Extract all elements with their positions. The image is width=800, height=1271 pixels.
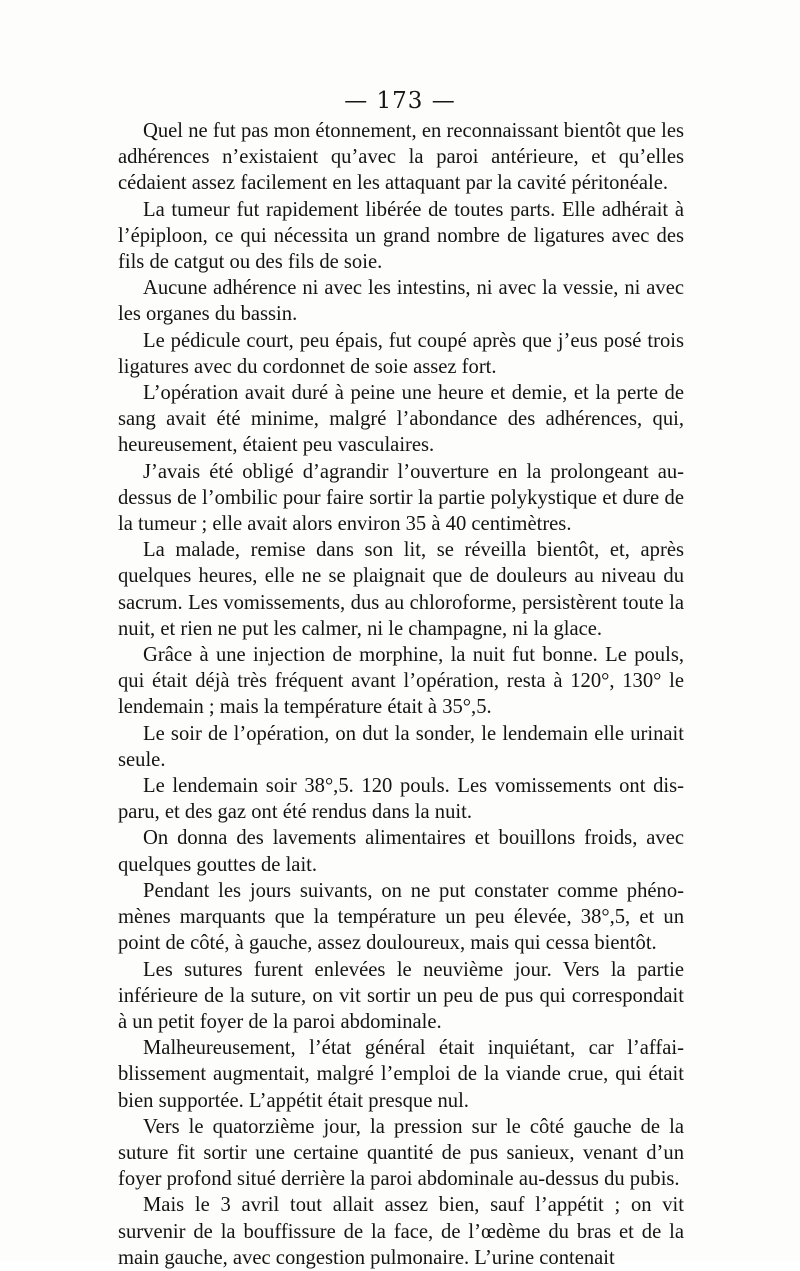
paragraph: La malade, remise dans son lit, se réveilla bientôt, et, après quelques heures, elle ne se plaignait que de douleurs au niveau du sacrum. Les vomissements, dus au chloroforme, persistèrent toute la nuit, et rien ne put les calmer, ni le champagne, ni la glace. (118, 539, 684, 640)
paragraph: On donna des lavements alimentaires et bouillons froids, avec quelques gouttes de lait. (118, 827, 684, 876)
paragraph: Le pédicule court, peu épais, fut coupé après que j’eus posé trois ligatures avec du cordonnet de soie assez fort. (118, 329, 684, 378)
paragraph: J’avais été obligé d’agrandir l’ouverture en la prolongeant au-dessus de l’ombilic pour faire sortir la partie polykystique et dure de la tumeur ; elle avait alors environ 35 à 40 centimètres. (118, 460, 684, 536)
body-text (118, 118, 684, 1271)
paragraph: Pendant les jours suivants, on ne put constater comme phénomènes marquants que la température un peu élevée, 38°,5, et un point de côté, à gauche, assez douloureux, mais qui cessa bientôt. (118, 879, 684, 955)
paragraph: Le lendemain soir 38°,5. 120 pouls. Les vomissements ont disparu, et des gaz ont été rendus dans la nuit. (118, 775, 684, 824)
paragraph: Les sutures furent enlevées le neuvième jour. Vers la partie inférieure de la suture, on vit sortir un peu de pus qui correspondait à un petit foyer de la paroi abdominale. (118, 958, 684, 1033)
paragraph: Aucune adhérence ni avec les intestins, ni avec la vessie, ni avec les organes du bassin. (118, 277, 684, 326)
paragraph: Quel ne fut pas mon étonnement, en reconnaissant bientôt que les adhérences n’existaient qu’avec la paroi antérieure, et qu’elles cédaient assez facilement en les attaquant par la cavité péritonéale. (118, 120, 684, 195)
paragraph: L’opération avait duré à peine une heure et demie, et la perte de sang avait été minime, malgré l’abondance des adhérences, qui, heureusement, étaient peu vasculaires. (118, 382, 684, 457)
paragraph: Mais le 3 avril tout allait assez bien, sauf l’appétit ; on vit survenir de la bouffissure de la face, de l’œdème du bras et de la main gauche, avec congestion pulmonaire. L’urine contenait (118, 1194, 684, 1269)
paragraph: Vers le quatorzième jour, la pression sur le côté gauche de la suture fit sortir une certaine quantité de pus sanieux, venant d’un foyer profond situé derrière la paroi abdominale au-dessus du pubis. (118, 1115, 684, 1191)
paragraph: Grâce à une injection de morphine, la nuit fut bonne. Le pouls, qui était déjà très fréquent avant l’opération, resta à 120°, 130° le lendemain ; mais la température était à 35°,5. (118, 644, 684, 719)
paragraph: Le soir de l’opération, on dut la sonder, le lendemain elle urinait seule. (118, 722, 684, 771)
paragraph: La tumeur fut rapidement libérée de toutes parts. Elle adhérait à l’épiploon, ce qui nécessita un grand nombre de ligatures avec des fils de catgut ou des fils de soie. (118, 198, 684, 274)
paragraph: Malheureusement, l’état général était inquiétant, car l’affaiblissement augmentait, malgré l’emploi de la viande crue, qui était bien supportée. L’appétit était presque nul. (118, 1037, 684, 1112)
page-number: — 173 — (344, 88, 456, 114)
